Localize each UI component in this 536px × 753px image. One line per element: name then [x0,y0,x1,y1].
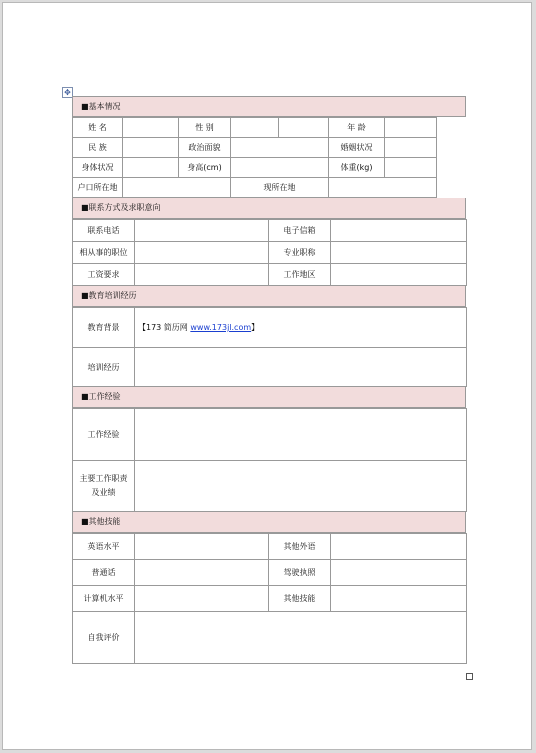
section-header-contact: ■联系方式及求职意向 [72,198,466,219]
label-health: 身体状况 [73,158,123,178]
cell-english-value[interactable] [135,534,269,560]
cell-weight-value[interactable] [385,158,437,178]
cell-blank[interactable] [279,118,329,138]
cell-political-value[interactable] [231,138,329,158]
cell-marital-value[interactable] [385,138,437,158]
education-placeholder-prefix: 【173 简历网 [138,323,191,332]
label-marital: 婚姻状况 [329,138,385,158]
cell-mandarin-value[interactable] [135,560,269,586]
cell-ethnicity-value[interactable] [123,138,179,158]
label-duties-line1: 主要工作职责 [79,474,128,483]
label-english: 英语水平 [73,534,135,560]
label-title: 专业职称 [269,242,331,264]
label-phone: 联系电话 [73,220,135,242]
label-age: 年 龄 [329,118,385,138]
cell-height-value[interactable] [231,158,329,178]
contact-table [72,219,467,286]
section-header-education: ■教育培训经历 [72,286,466,307]
label-duties [73,461,135,512]
cell-education-background-value[interactable] [135,308,467,348]
website-link[interactable]: www.173jl.com [190,323,252,332]
label-name: 姓 名 [73,118,123,138]
cell-salary-value[interactable] [135,264,269,286]
cell-email-value[interactable] [331,220,467,242]
label-salary: 工资要求 [73,264,135,286]
cell-residence-value[interactable] [329,178,437,198]
skills-table [72,533,467,664]
label-training: 培训经历 [73,348,135,387]
label-other-language: 其他外语 [269,534,331,560]
cell-driving-value[interactable] [331,560,467,586]
label-hukou: 户口所在地 [73,178,123,198]
education-placeholder-suffix: 】 [251,323,260,332]
cell-position-value[interactable] [135,242,269,264]
label-position: 相从事的职位 [73,242,135,264]
table-move-handle-icon[interactable]: ✥ [62,87,73,98]
label-email: 电子信箱 [269,220,331,242]
label-political: 政治面貌 [179,138,231,158]
work-table [72,408,467,512]
section-header-basic: ■基本情况 [72,96,466,117]
label-mandarin: 普通话 [73,560,135,586]
label-work-experience: 工作经验 [73,409,135,461]
cell-work-experience-value[interactable] [135,409,467,461]
label-ethnicity: 民 族 [73,138,123,158]
label-weight: 体重(kg) [329,158,385,178]
cell-other-skill-value[interactable] [331,586,467,612]
cell-other-language-value[interactable] [331,534,467,560]
cell-age-value[interactable] [385,118,437,138]
cell-hukou-value[interactable] [123,178,231,198]
cell-health-value[interactable] [123,158,179,178]
label-height: 身高(cm) [179,158,231,178]
label-residence: 现所在地 [231,178,329,198]
section-header-work: ■工作经验 [72,387,466,408]
label-area: 工作地区 [269,264,331,286]
cell-title-value[interactable] [331,242,467,264]
cell-computer-value[interactable] [135,586,269,612]
cell-gender-value[interactable] [231,118,279,138]
label-gender: 性 别 [179,118,231,138]
label-self-evaluation: 自我评价 [73,612,135,664]
label-duties-line2: 及业绩 [91,488,116,497]
cell-self-evaluation-value[interactable] [135,612,467,664]
cell-duties-value[interactable] [135,461,467,512]
label-other-skill: 其他技能 [269,586,331,612]
section-header-skills: ■其他技能 [72,512,466,533]
label-computer: 计算机水平 [73,586,135,612]
cell-training-value[interactable] [135,348,467,387]
table-resize-handle[interactable] [466,673,473,680]
cell-area-value[interactable] [331,264,467,286]
photo-area[interactable] [437,118,517,198]
label-education-background: 教育背景 [73,308,135,348]
resume-form [72,96,466,664]
education-table [72,307,467,387]
cell-phone-value[interactable] [135,220,269,242]
basic-info-table [72,117,517,198]
cell-name-value[interactable] [123,118,179,138]
label-driving: 驾驶执照 [269,560,331,586]
